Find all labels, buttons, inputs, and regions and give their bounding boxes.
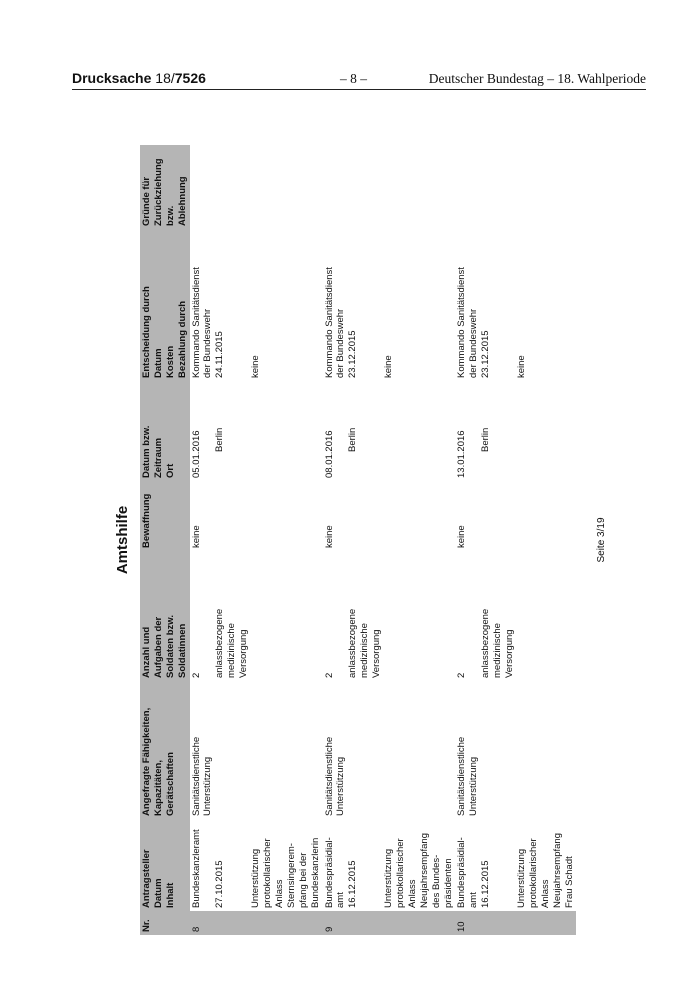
header-rule (72, 89, 646, 90)
applicant-content: Unterstützung protokollarischer Anlass Sternsingerem- pfang bei der Bundeskanzlerin (250, 837, 321, 908)
applicant-name: Bundespräsidial- amt (323, 837, 347, 908)
doc-number: 7526 (174, 70, 206, 86)
applicant-date: 16.12.2015 (347, 860, 359, 908)
cell-nr: 8 (190, 911, 323, 935)
document-number (72, 70, 206, 86)
cell-armament: keine (190, 525, 202, 548)
soldier-count: 2 (323, 672, 335, 678)
cell-period (190, 381, 323, 481)
col-header-nr: Nr. (140, 911, 190, 935)
amtshilfe-table (140, 145, 576, 935)
soldier-count: 2 (456, 672, 468, 678)
col-header-applicant: Antragsteller Datum Inhalt (140, 819, 190, 911)
cell-reasons (455, 145, 576, 229)
table-row (190, 145, 323, 935)
cell-period (455, 381, 576, 481)
decision-date: 23.12.2015 (347, 330, 359, 378)
cell-soldiers (455, 551, 576, 681)
page-label: Seite 3/19 (596, 517, 607, 563)
table-header-row (140, 145, 190, 935)
decision-costs: keine (383, 355, 395, 378)
decision-authority: Kommando Sanitätsdienst der Bundeswehr (323, 267, 347, 378)
doc-number-period: 18/ (155, 70, 175, 86)
cell-capabilities: Sanitätsdienstliche Unterstützung (456, 736, 480, 816)
cell-capabilities: Sanitätsdienstliche Unterstützung (323, 736, 347, 816)
cell-soldiers (323, 551, 456, 681)
col-header-armament: Bewaffnung (140, 481, 190, 551)
soldier-tasks: anlassbezogene medizinische Versorgung (347, 608, 383, 678)
cell-applicant (455, 819, 576, 911)
col-header-soldiers: Anzahl und Aufgaben der Soldaten bzw. Soldatinnen (140, 551, 190, 681)
doc-prefix: Drucksache (72, 70, 152, 86)
cell-reasons (323, 145, 456, 229)
period-place: Berlin (214, 427, 226, 452)
decision-authority: Kommando Sanitätsdienst der Bundeswehr (190, 267, 214, 378)
decision-costs: keine (250, 355, 262, 378)
applicant-content: Unterstützung protokollarischer Anlass Neujahrsempfang des Bundes- präsidenten (383, 833, 454, 908)
cell-decision (455, 229, 576, 381)
cell-armament: keine (456, 525, 468, 548)
decision-date: 24.11.2015 (214, 331, 226, 378)
cell-applicant (190, 819, 323, 911)
cell-armament: keine (323, 525, 335, 548)
cell-period (323, 381, 456, 481)
cell-applicant (323, 819, 456, 911)
cell-nr: 10 (455, 911, 576, 935)
applicant-name: Bundespräsidial- amt (456, 837, 480, 908)
page-title: Amtshilfe (114, 505, 131, 575)
col-header-decision: Entscheidung durch Datum Kosten Bezahlung durch (140, 229, 190, 381)
parliament-term: Deutscher Bundestag – 18. Wahlperiode (428, 71, 646, 86)
period-date: 13.01.2016 (456, 430, 468, 478)
applicant-content: Unterstützung protokollarischer Anlass Neujahrsempfang Frau Schadt (516, 833, 575, 908)
running-header (72, 70, 646, 88)
soldier-tasks: anlassbezogene medizinische Versorgung (480, 608, 515, 678)
cell-decision (190, 229, 323, 381)
cell-decision (323, 229, 456, 381)
decision-authority: Kommando Sanitätsdienst der Bundeswehr (456, 267, 480, 378)
decision-costs: keine (516, 355, 527, 378)
period-date: 08.01.2016 (323, 430, 335, 478)
col-header-reasons: Gründe für Zurückziehung bzw. Ablehnung (140, 145, 190, 229)
period-date: 05.01.2016 (190, 430, 202, 478)
period-place: Berlin (480, 427, 492, 452)
applicant-date: 16.12.2015 (480, 860, 492, 908)
page-number: – 8 – (340, 71, 367, 86)
soldier-tasks: anlassbezogene medizinische Versorgung (214, 608, 250, 678)
applicant-date: 27.10.2015 (214, 860, 226, 908)
cell-reasons (190, 145, 323, 229)
cell-soldiers (190, 551, 323, 681)
cell-capabilities: Sanitätsdienstliche Unterstützung (190, 736, 214, 816)
col-header-period: Datum bzw. Zeitraum Ort (140, 381, 190, 481)
col-header-capabilities: Angefragte Fähigkeiten, Kapazitäten, Gerätschaften (140, 681, 190, 819)
rotated-page (114, 145, 630, 935)
table-row (323, 145, 456, 935)
decision-date: 23.12.2015 (480, 330, 492, 378)
period-place: Berlin (347, 427, 359, 452)
soldier-count: 2 (190, 672, 202, 678)
table-row (455, 145, 576, 935)
applicant-name: Bundeskanzleramt (190, 829, 202, 908)
cell-nr: 9 (323, 911, 456, 935)
